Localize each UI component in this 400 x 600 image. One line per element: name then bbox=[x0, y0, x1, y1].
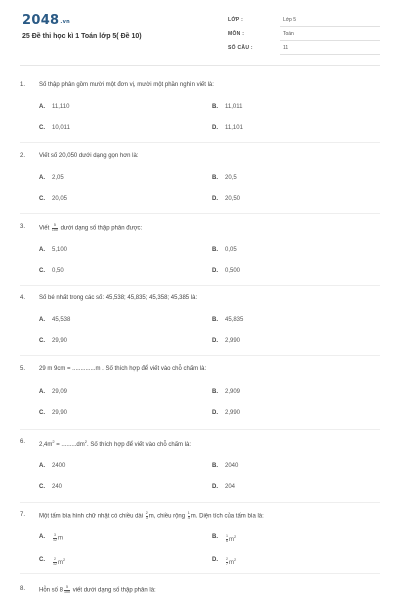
fraction: $\frac{5}{100}$ bbox=[64, 585, 71, 594]
meta-class: LỚP : Lớp 5 bbox=[228, 17, 380, 28]
fraction: $\frac{1}{4}$ bbox=[187, 511, 190, 520]
exam-title: 25 Đề thi học kì 1 Toán lớp 5( Đề 10) bbox=[22, 33, 142, 40]
page-header bbox=[0, 0, 400, 65]
meta-question-count: SỐ CÂU : 11 bbox=[228, 45, 380, 56]
header-divider bbox=[20, 65, 380, 66]
site-logo[interactable]: 2048.vn bbox=[22, 13, 71, 28]
fraction: $\frac{5}{100}$ bbox=[51, 223, 58, 232]
meta-subject: MÔN : Toán bbox=[228, 31, 380, 42]
fraction: $\frac{2}{3}$ bbox=[145, 511, 148, 520]
